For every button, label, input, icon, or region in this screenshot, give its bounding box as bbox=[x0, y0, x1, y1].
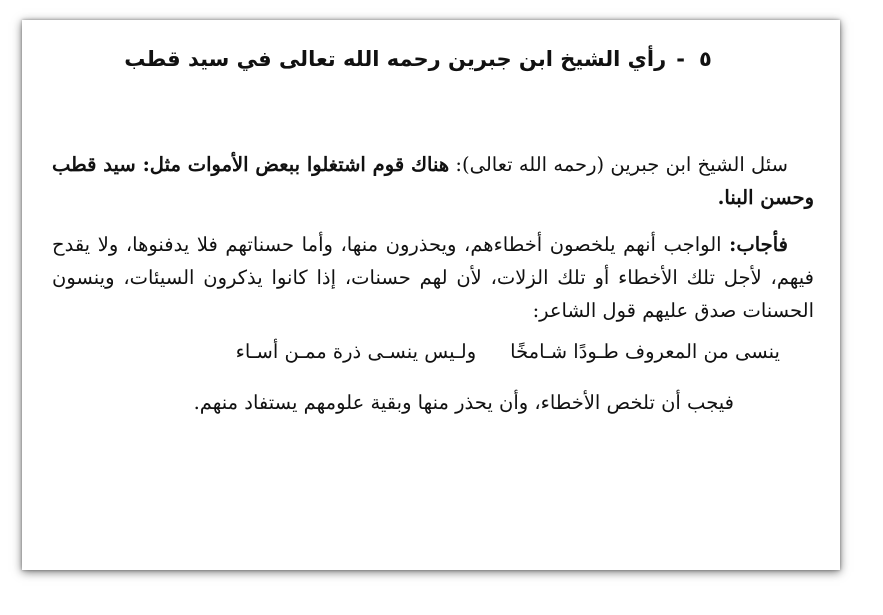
answer-text: الواجب أنهم يلخصون أخطاءهم، ويحذرون منها، وأما حسناتهم فلا يدفنوها، ولا يقدح فيهم، لأجل تلك الأخطاء أو تلك الزلات، لأن لهم حسنات، إذا كانوا يذكرون السيئات، وينسون الحسنات صدق عليهم قول الشاعر: bbox=[52, 233, 814, 322]
section-heading bbox=[52, 42, 814, 76]
heading-text: رأي الشيخ ابن جبرين رحمه الله تعالى في سيد قطب bbox=[124, 47, 667, 71]
document-page bbox=[22, 20, 840, 570]
conclusion-paragraph: فيجب أن تلخص الأخطاء، وأن يحذر منها وبقية علومهم يستفاد منهم. bbox=[193, 391, 734, 414]
poetry-verse bbox=[52, 335, 814, 368]
answer-paragraph bbox=[52, 228, 814, 327]
question-paragraph bbox=[52, 148, 814, 214]
verse-second-hemistich: ولـيس ينسـى ذرة ممـن أسـاء bbox=[235, 340, 477, 363]
heading-number: ٥ bbox=[698, 47, 712, 71]
question-text: هناك قوم اشتغلوا ببعض الأموات مثل: سيد قطب وحسن البنا. bbox=[52, 153, 814, 209]
answer-lead: فأجاب: bbox=[729, 233, 788, 256]
heading-dash: - bbox=[676, 47, 685, 71]
verse-first-hemistich: ينسى من المعروف طـودًا شـامخًا bbox=[510, 340, 780, 363]
question-intro: سئل الشيخ ابن جبرين (رحمه الله تعالى): bbox=[449, 153, 788, 176]
